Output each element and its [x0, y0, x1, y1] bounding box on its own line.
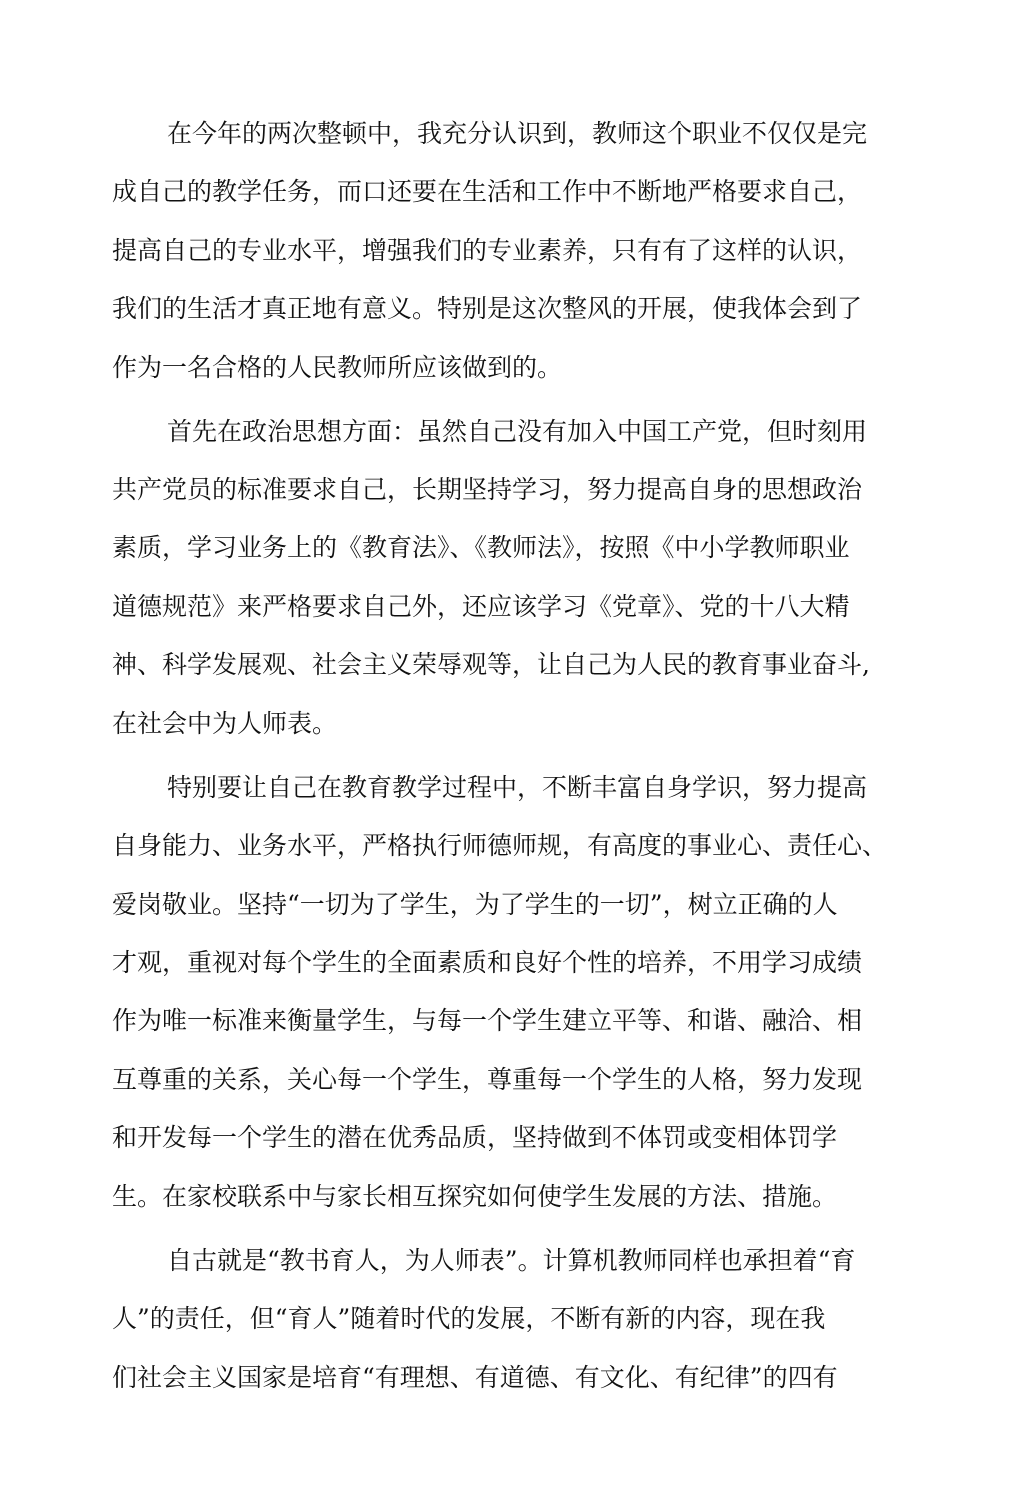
text-line: 共产党员的标准要求自己，长期坚持学习，努力提高自身的思想政治: [112, 475, 863, 504]
text-line: 素质，学习业务上的《教育法》、《教师法》，按照《中小学教师职业: [112, 533, 850, 562]
text-line: 特别要让自己在教育教学过程中，不断丰富自身学识，努力提高: [167, 773, 868, 802]
text-line: 生。在家校联系中与家长相互探究如何使学生发展的方法、措施。: [112, 1182, 838, 1211]
text-line: 神、科学发展观、社会主义荣辱观等，让自己为人民的教育事业奋斗,: [112, 650, 870, 679]
text-line: 道德规范》来严格要求自己外，还应该学习《党章》、党的十八大精: [112, 592, 850, 621]
text-line: 自身能力、业务水平，严格执行师德师规，有高度的事业心、责任心、: [112, 831, 888, 860]
text-line: 爱岗敬业。坚持“一切为了学生，为了学生的一切”，树立正确的人: [112, 890, 838, 919]
text-line: 自古就是“教书育人，为人师表”。计算机教师同样也承担着“育: [167, 1246, 856, 1275]
text-line: 人”的责任，但“育人”随着时代的发展，不断有新的内容，现在我: [112, 1304, 826, 1333]
text-line: 我们的生活才真正地有意义。特别是这次整风的开展，使我体会到了: [112, 294, 863, 323]
text-line: 在社会中为人师表。: [112, 709, 338, 738]
text-line: 提高自己的专业水平，增强我们的专业素养，只有有了这样的认识，: [112, 236, 863, 265]
text-line: 互尊重的关系，关心每一个学生，尊重每一个学生的人格，努力发现: [112, 1065, 863, 1094]
text-line: 才观，重视对每个学生的全面素质和良好个性的培养，不用学习成绩: [112, 948, 863, 977]
text-line: 在今年的两次整顿中，我充分认识到，教师这个职业不仅仅是完: [167, 119, 868, 148]
text-line: 和开发每一个学生的潜在优秀品质，坚持做到不体罚或变相体罚学: [112, 1123, 838, 1152]
text-line: 成自己的教学任务，而口还要在生活和工作中不断地严格要求自己，: [112, 177, 863, 206]
text-line: 作为一名合格的人民教师所应该做到的。: [112, 353, 563, 382]
text-line: 作为唯一标准来衡量学生，与每一个学生建立平等、和谐、融洽、相: [112, 1006, 863, 1035]
text-line: 首先在政治思想方面：虽然自己没有加入中国工产党，但时刻用: [167, 417, 868, 446]
text-line: 们社会主义国家是培育“有理想、有道德、有文化、有纪律”的四有: [112, 1363, 838, 1392]
